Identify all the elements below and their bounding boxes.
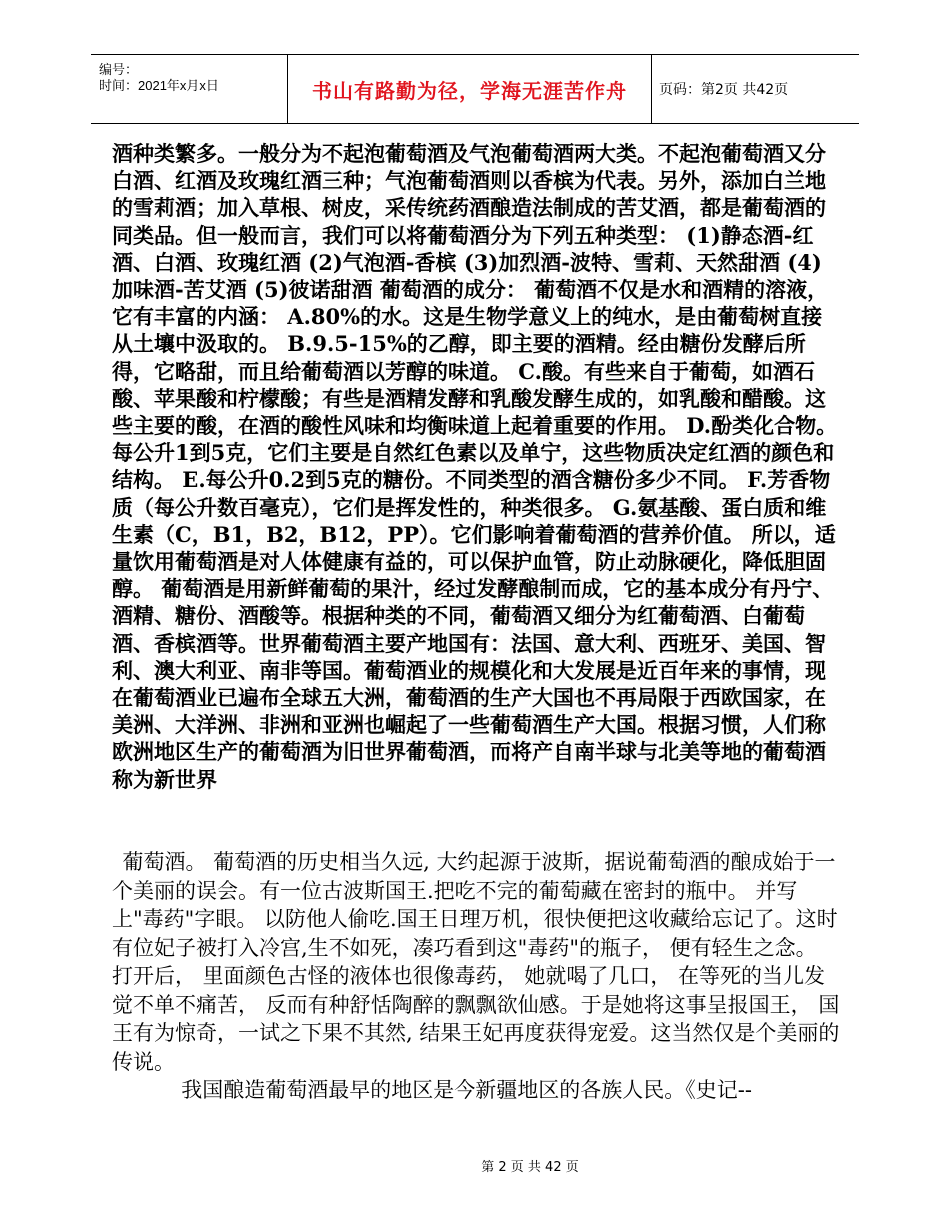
header-motto: 书山有路勤为径，学海无涯苦作舟 <box>312 78 627 103</box>
header-table <box>91 54 859 124</box>
header-meta-cell <box>91 55 287 123</box>
number-label: 编号： <box>99 62 139 77</box>
footer-page-number: 第 2 页 共 42 页 <box>481 1160 579 1175</box>
header-page-info: 页码：第2页 共42页 <box>659 82 789 98</box>
date-label: 时间：2021年x月x日 <box>99 78 219 93</box>
header-divider-right <box>651 55 652 123</box>
china-paragraph: 我国酿造葡萄酒最早的地区是今新疆地区的各族人民。《史记-- <box>181 1078 752 1102</box>
history-paragraph: 葡萄酒。 葡萄酒的历史相当久远, 大约起源于波斯，据说葡萄酒的酿成始于一个美丽的误会。有一位古波斯国王.把吃不完的葡萄藏在密封的瓶中。 并写上"毒药"字眼。 以防他人偷吃.国王日理万机，很快便把这收藏给忘记了。这时有位妃子被打入冷宫,生不如死，凑巧看到这"毒药"的瓶子， 便有轻生之念。 打开后， 里面颜色古怪的液体也很像毒药， 她就喝了几口， 在等死的当儿发觉不单不痛苦， 反而有种舒恬陶醉的飘飘欲仙感。于是她将这事呈报国王， 国王有为惊奇，一试之下果不其然, 结果王妃再度获得宠爱。这当然仅是个美丽的传说。 <box>112 850 840 1074</box>
normal-body-text <box>112 848 842 1105</box>
bold-paragraph: 酒种类繁多。一般分为不起泡葡萄酒及气泡葡萄酒两大类。不起泡葡萄酒又分白酒、红酒及玫瑰红酒三种；气泡葡萄酒则以香槟为代表。另外，添加白兰地的雪莉酒；加入草根、树皮，采传统药酒酿造法制成的苦艾酒，都是葡萄酒的同类品。但一般而言，我们可以将葡萄酒分为下列五种类型： (1)静态酒-红酒、白酒、玫瑰红酒 (2)气泡酒-香槟 (3)加烈酒-波特、雪莉、天然甜酒 (4)加味酒-苦艾酒 (5)彼诺甜酒 葡萄酒的成分： 葡萄酒不仅是水和酒精的溶液，它有丰富的内涵： A.80%的水。这是生物学意义上的纯水，是由葡萄树直接从土壤中汲取的。 B.9.5-15%的乙醇，即主要的酒精。经由糖份发酵后所得，它略甜，而且给葡萄酒以芳醇的味道。 C.酸。有些来自于葡萄，如酒石酸、苹果酸和柠檬酸；有些是酒精发酵和乳酸发酵生成的，如乳酸和醋酸。这些主要的酸，在酒的酸性风味和均衡味道上起着重要的作用。 D.酚类化合物。每公升1到5克，它们主要是自然红色素以及单宁，这些物质决定红酒的颜色和结构。 E.每公升0.2到5克的糖份。不同类型的酒含糖份多少不同。 F.芳香物质（每公升数百毫克），它们是挥发性的，种类很多。 G.氨基酸、蛋白质和维生素（C，B1，B2，B12，PP）。它们影响着葡萄酒的营养价值。 所以，适量饮用葡萄酒是对人体健康有益的，可以保护血管，防止动脉硬化，降低胆固醇。 葡萄酒是用新鲜葡萄的果汁，经过发酵酿制而成，它的基本成分有丹宁、酒精、糖份、酒酸等。根据种类的不同，葡萄酒又细分为红葡萄酒、白葡萄酒、香槟酒等。世界葡萄酒主要产地国有：法国、意大利、西班牙、美国、智利、澳大利亚、南非等国。葡萄酒业的规模化和大发展是近百年来的事情，现在葡萄酒业已遍布全球五大洲，葡萄酒的生产大国也不再局限于西欧国家，在美洲、大洋洲、非洲和亚洲也崛起了一些葡萄酒生产大国。根据习惯，人们称欧洲地区生产的葡萄酒为旧世界葡萄酒，而将产自南半球与北美等地的葡萄酒称为新世界 <box>112 141 838 792</box>
page-footer <box>0 1156 950 1175</box>
bold-body-text <box>112 140 842 793</box>
